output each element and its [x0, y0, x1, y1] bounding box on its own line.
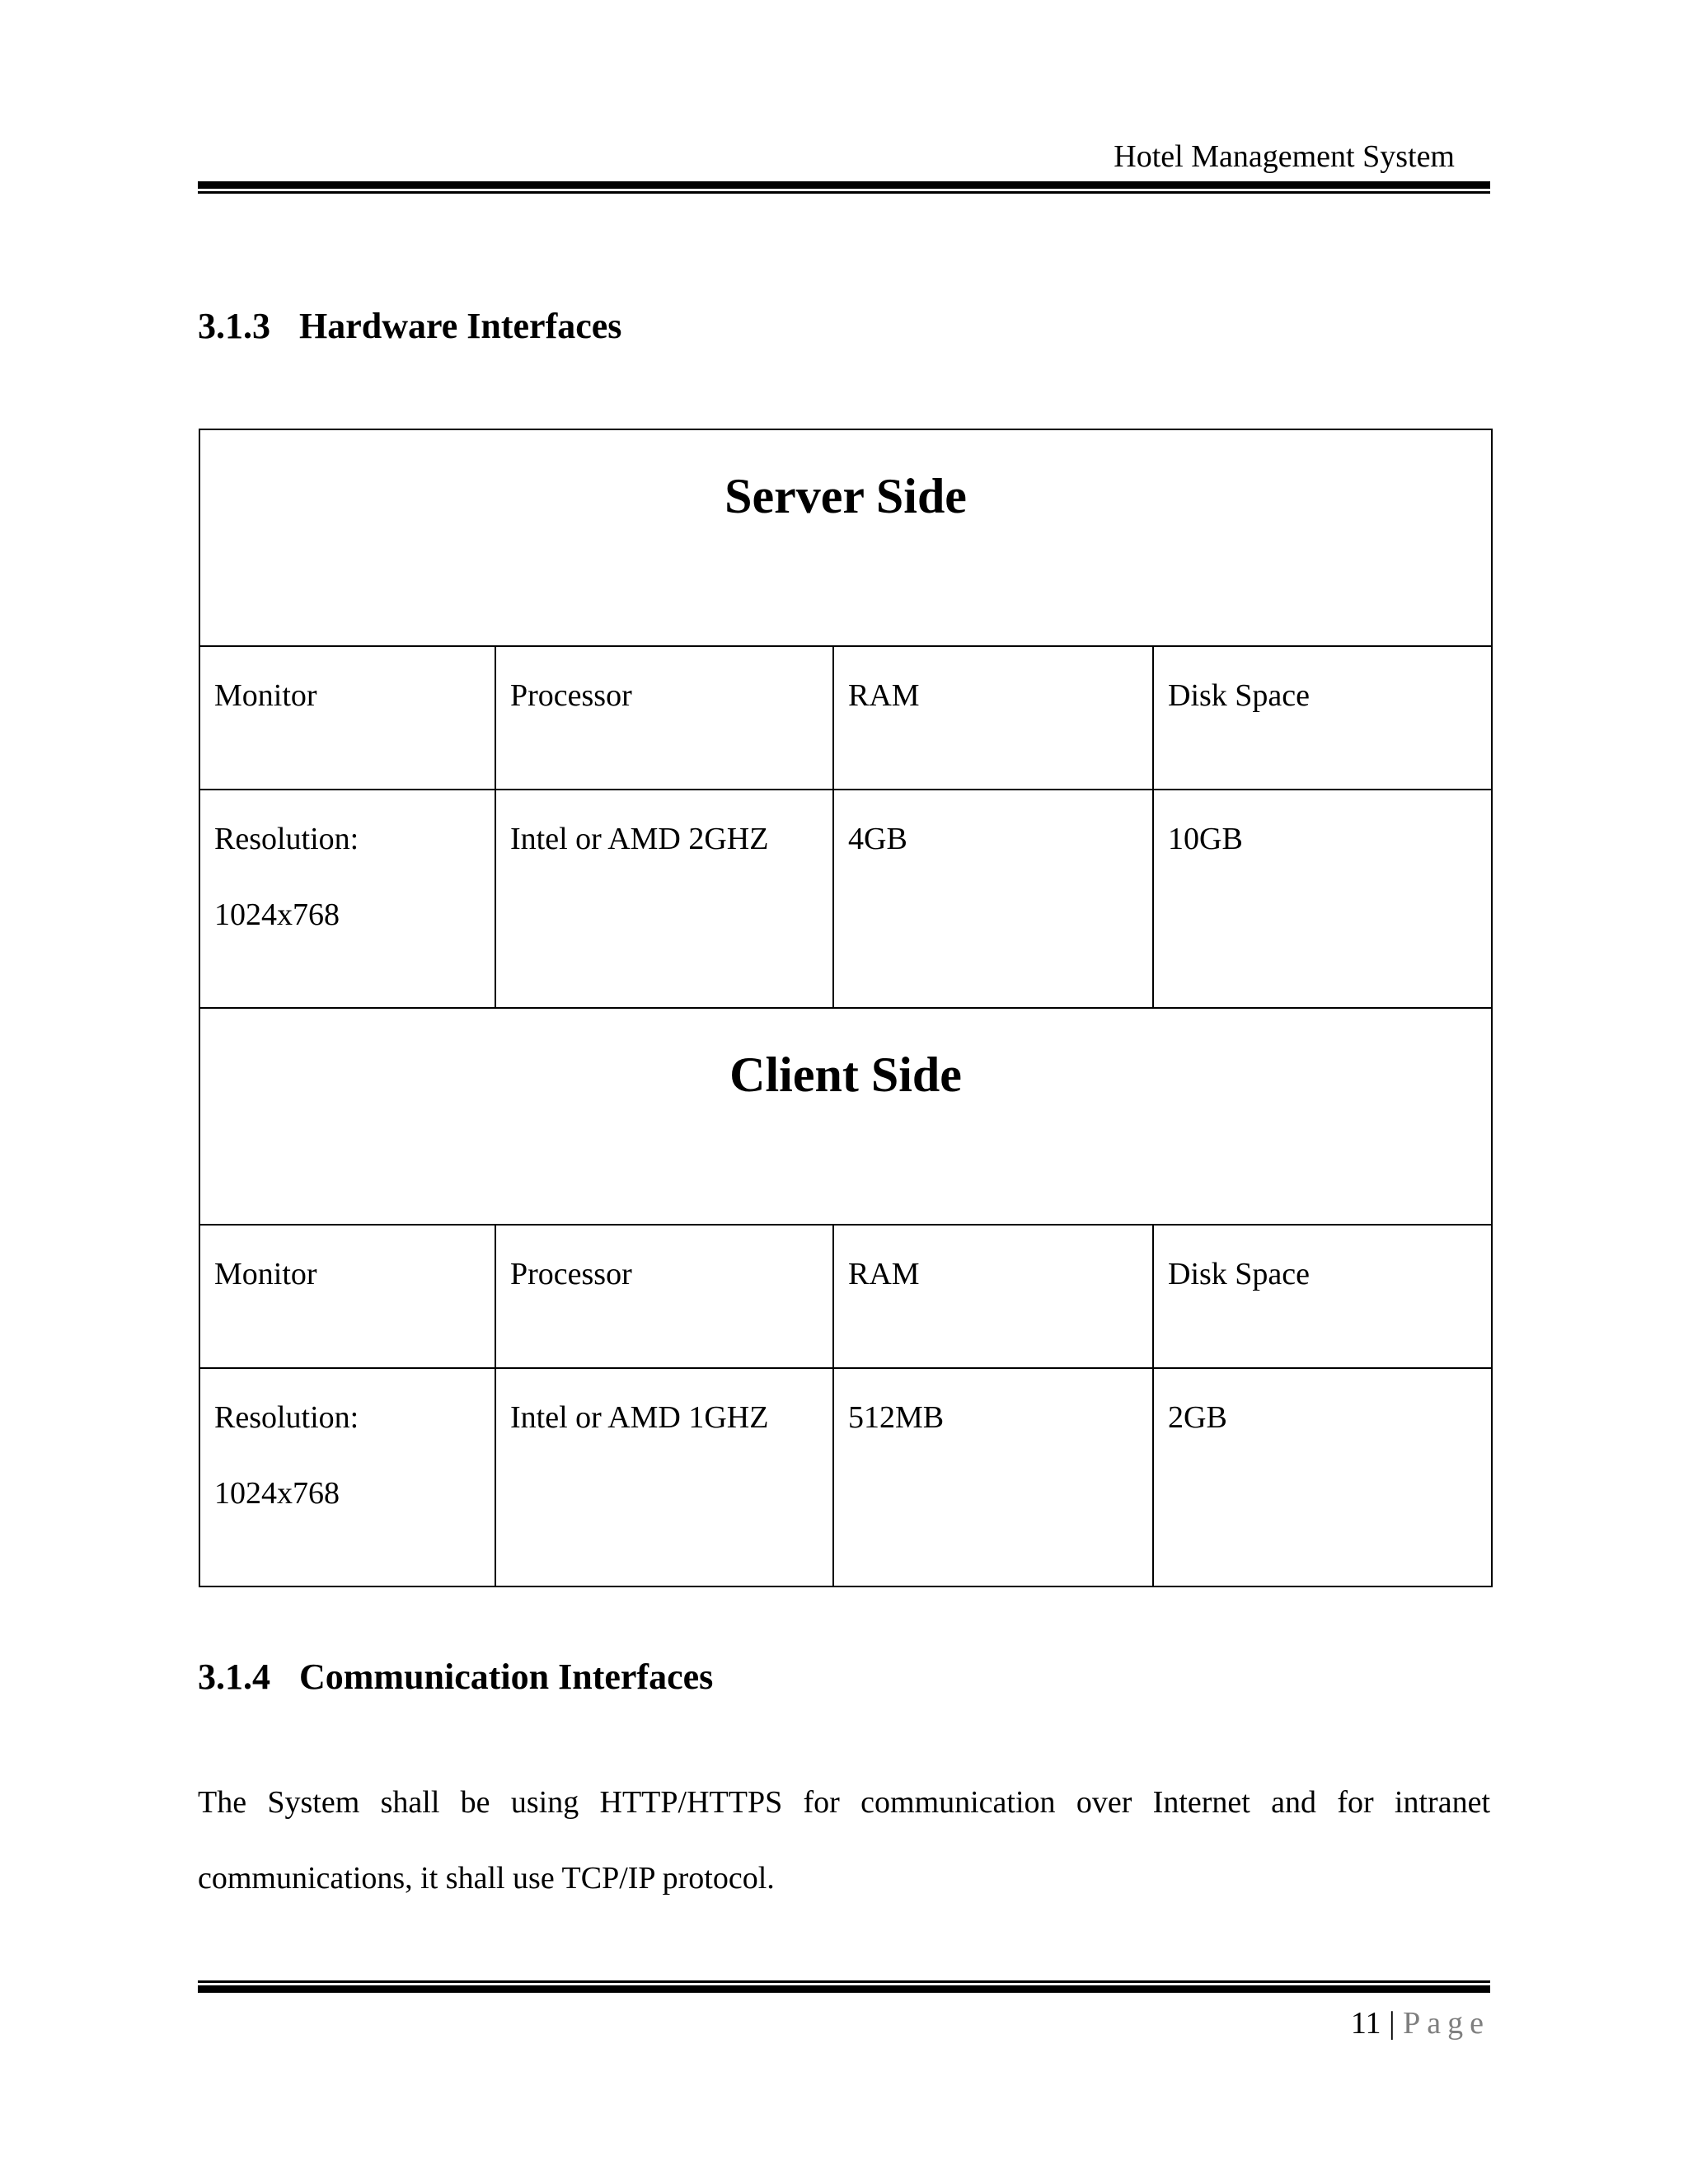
table-cell: 512MB	[833, 1368, 1153, 1586]
client-header-row	[199, 1225, 1492, 1368]
table-cell: Intel or AMD 1GHZ	[495, 1368, 833, 1586]
table-cell: Processor	[495, 1225, 833, 1368]
monitor-value: 1024x768	[214, 1476, 340, 1511]
server-values-row	[199, 790, 1492, 1008]
monitor-value: 1024x768	[214, 898, 340, 932]
table-cell: Monitor	[199, 1225, 495, 1368]
table-cell: Disk Space	[1153, 1225, 1492, 1368]
table-cell: 2GB	[1153, 1368, 1492, 1586]
section-number: 3.1.3	[198, 306, 270, 346]
table-cell: 4GB	[833, 790, 1153, 1008]
table-cell: Monitor	[199, 646, 495, 790]
table-cell: Disk Space	[1153, 646, 1492, 790]
table-cell: Processor	[495, 646, 833, 790]
footer-separator: |	[1389, 2006, 1395, 2041]
header-rule-thick	[198, 181, 1490, 189]
section-heading-hardware	[198, 303, 621, 349]
server-side-title: Server Side	[199, 429, 1492, 646]
section-number: 3.1.4	[198, 1657, 270, 1697]
table-cell: RAM	[833, 646, 1153, 790]
page-footer	[1351, 2003, 1490, 2044]
client-side-title-row	[199, 1008, 1492, 1225]
section-title: Hardware Interfaces	[299, 306, 622, 346]
section-title: Communication Interfaces	[299, 1657, 714, 1697]
communication-paragraph	[198, 1765, 1490, 1916]
server-header-row	[199, 646, 1492, 790]
paragraph-line: The System shall be using HTTP/HTTPS for communication over Internet and for intranet	[198, 1785, 1490, 1820]
monitor-label: Resolution:	[214, 822, 359, 856]
running-header: Hotel Management System	[1114, 139, 1455, 174]
table-cell	[199, 1368, 495, 1586]
monitor-label: Resolution:	[214, 1400, 359, 1435]
header-rule-thin	[198, 191, 1490, 194]
page-label: Page	[1403, 2006, 1490, 2041]
paragraph-line: communications, it shall use TCP/IP protocol.	[198, 1861, 775, 1896]
table-cell: RAM	[833, 1225, 1153, 1368]
hardware-interfaces-table	[199, 429, 1493, 1587]
section-heading-communication	[198, 1654, 713, 1700]
table-cell	[199, 790, 495, 1008]
table-cell: 10GB	[1153, 790, 1492, 1008]
server-side-title-row	[199, 429, 1492, 646]
table-cell: Intel or AMD 2GHZ	[495, 790, 833, 1008]
page-number: 11	[1350, 2006, 1381, 2041]
client-values-row	[199, 1368, 1492, 1586]
footer-rule-thick	[198, 1985, 1490, 1993]
client-side-title: Client Side	[199, 1008, 1492, 1225]
footer-rule-thin	[198, 1980, 1490, 1983]
